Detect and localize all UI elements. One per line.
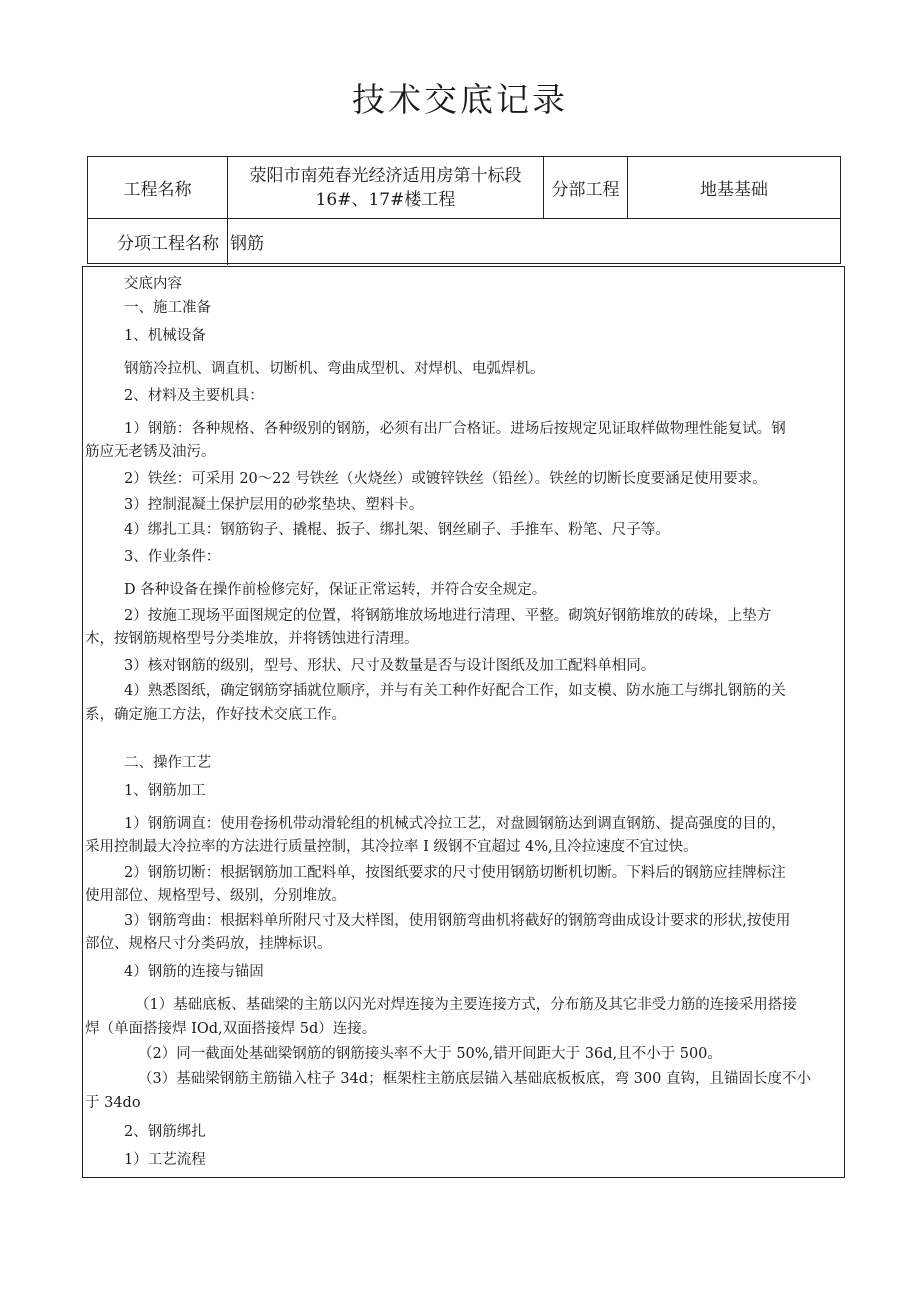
body-line: 2）铁丝：可采用 20～22 号铁丝（火烧丝）或镀锌铁丝（铅丝）。铁丝的切断长度要涵足使用要求。 [124, 471, 767, 487]
project-name-value [228, 157, 543, 218]
body-line: （3）基础梁钢筋主筋锚入柱子 34d；框架柱主筋底层锚入基础底板板底，弯 300 直钩，且锚固长度不小 [138, 1071, 811, 1087]
body-line: 3）核对钢筋的级别，型号、形状、尺寸及数量是否与设计图纸及加工配料单相同。 [124, 658, 656, 674]
project-name-label: 工程名称 [123, 180, 192, 200]
body-line: 采用控制最大冷拉率的方法进行质量控制，其冷拉率 I 级钢不宜超过 4%,且冷拉速度不宜过快。 [85, 839, 698, 855]
body-line: 4）绑扎工具：钢筋钩子、撬棍、扳子、绑扎架、钢丝刷子、手推车、粉笔、尺子等。 [124, 522, 670, 538]
body-line: 于 34do [85, 1095, 141, 1111]
subsection-heading: 1）工艺流程 [124, 1152, 206, 1168]
project-name-line2: 16#、17#楼工程 [315, 189, 456, 210]
body-line: 1）钢筋调直：使用卷扬机带动滑轮组的机械式冷拉工艺，对盘圆钢筋达到调直钢筋、提高强度的目的， [124, 816, 786, 832]
body-line: 3）钢筋弯曲：根据料单所附尺寸及大样图，使用钢筋弯曲机将截好的钢筋弯曲成设计要求的形状,按使用 [124, 913, 791, 929]
body-line: 部位、规格尺寸分类码放，挂牌标识。 [85, 936, 332, 952]
project-name-line1: 荥阳市南苑春光经济适用房第十标段 [249, 165, 522, 186]
header-table [87, 156, 841, 264]
subsection-heading: 1、钢筋加工 [124, 783, 206, 799]
body-line: 使用部位、规格型号、级别，分别堆放。 [85, 888, 346, 904]
subitem-label: 分项工程名称 [117, 234, 219, 254]
page-title: 技术交底记录 [352, 80, 568, 119]
subsection-heading: 3、作业条件： [124, 549, 221, 565]
subsection-heading: 4）钢筋的连接与锚固 [124, 964, 264, 980]
body-line: 2）按施工现场平面图规定的位置，将钢筋堆放场地进行清理、平整。砌筑好钢筋堆放的砖垛，上垫方 [124, 608, 772, 624]
body-line: 筋应无老锈及油污。 [85, 444, 216, 460]
body-line: 焊（单面搭接焊 IOd,双面搭接焊 5d）连接。 [85, 1021, 377, 1037]
section-heading: 二、操作工艺 [124, 755, 211, 771]
division-label: 分部工程 [551, 180, 620, 200]
body-line: 3）控制混凝土保护层用的砂浆垫块、塑料卡。 [124, 497, 424, 513]
body-line: 1）钢筋：各种规格、各种级别的钢筋，必须有出厂合格证。进场后按规定见证取样做物理性能复试。钢 [124, 421, 786, 437]
body-line: 4）熟悉图纸，确定钢筋穿插就位顺序，并与有关工种作好配合工作，如支模、防水施工与绑扎钢筋的关 [124, 683, 786, 699]
body-line: （2）同一截面处基础梁钢筋的钢筋接头率不大于 50%,错开间距大于 36d,且不小于 500。 [138, 1046, 722, 1062]
body-line: 木，按钢筋规格型号分类堆放，并将锈蚀进行清理。 [85, 631, 419, 647]
subsection-heading: 2、钢筋绑扎 [124, 1124, 206, 1140]
division-value: 地基基础 [700, 180, 768, 200]
body-line: 系，确定施工方法，作好技术交底工作。 [85, 707, 346, 723]
subitem-value: 钢筋 [230, 234, 264, 254]
body-line: 2）钢筋切断：根据钢筋加工配料单，按图纸要求的尺寸使用钢筋切断机切断。下料后的钢筋应挂牌标注 [124, 865, 786, 881]
body-line: （1）基础底板、基础梁的主筋以闪光对焊连接为主要连接方式，分布筋及其它非受力筋的连接采用搭接 [135, 997, 797, 1013]
section-heading: 一、施工准备 [124, 300, 211, 316]
subsection-heading: 1、机械设备 [124, 328, 206, 344]
body-line: 交底内容 [124, 276, 182, 292]
body-line: D 各种设备在操作前检修完好，保证正常运转，并符合安全规定。 [124, 582, 547, 598]
subsection-heading: 2、材料及主要机具： [124, 388, 264, 404]
content-box [82, 266, 845, 1178]
body-line: 钢筋冷拉机、调直机、切断机、弯曲成型机、对焊机、电弧焊机。 [124, 361, 545, 377]
